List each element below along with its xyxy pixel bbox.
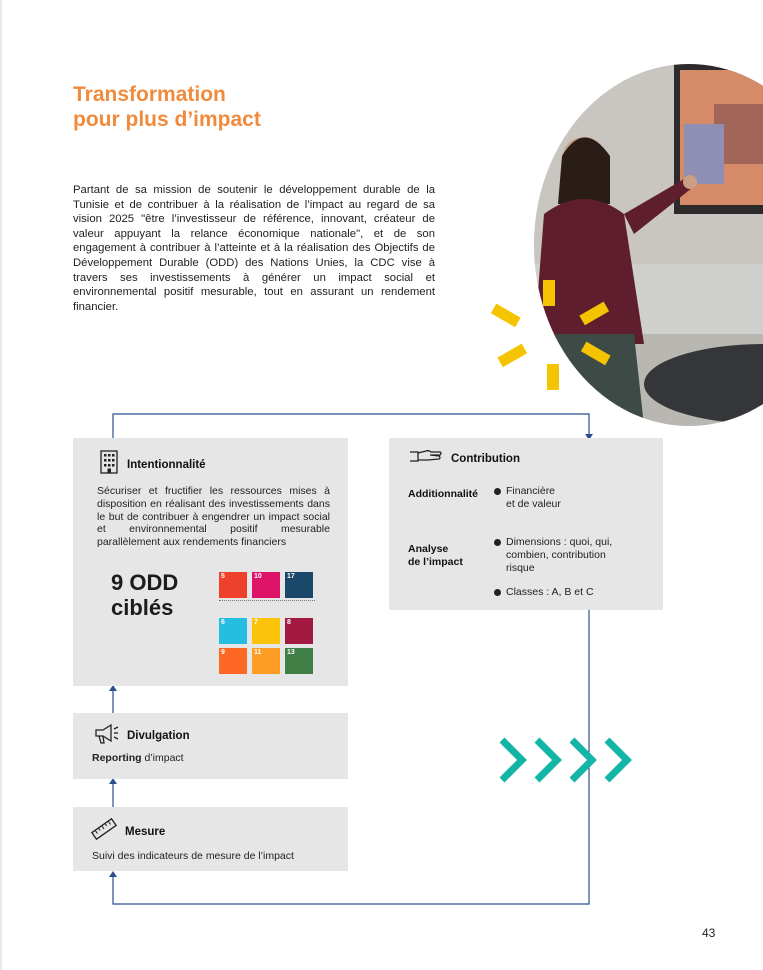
analyse-line-2: de l’impact — [408, 555, 463, 568]
divulgation-label: Divulgation — [127, 729, 190, 742]
intentionnalite-text: Sécuriser et fructifier les ressources mises à disposition en réalisant des investissements dans le but de contribuer à engendrer un impact social et environnemental positif mesurable parallèlement aux rendements financiers — [97, 485, 330, 549]
sdg-tile-7 — [252, 618, 280, 644]
odd-count — [111, 570, 178, 620]
sdg-tile-number: 11 — [254, 649, 262, 656]
additionnalite-term: Additionnalité — [408, 488, 478, 500]
sdg-tile-17 — [285, 572, 313, 598]
sdg-tile-10 — [252, 572, 280, 598]
sdg-divider — [219, 600, 315, 601]
sdg-tile-9 — [219, 648, 247, 674]
page-number: 43 — [702, 926, 716, 940]
ruler-icon — [91, 817, 117, 846]
title-line-2: pour plus d’impact — [73, 108, 261, 131]
mesure-header — [91, 817, 165, 846]
odd-count-line-2: ciblés — [111, 595, 174, 620]
dimensions-item — [494, 536, 612, 574]
mesure-text: Suivi des indicateurs de mesure de l’impact — [92, 850, 294, 862]
intentionnalite-box — [73, 438, 348, 686]
dimensions-line-2: combien, contribution — [506, 548, 606, 561]
reporting-rest: d’impact — [141, 752, 184, 764]
chevrons-decoration — [498, 737, 642, 783]
sdg-tile-11 — [252, 648, 280, 674]
divulgation-text — [92, 752, 184, 765]
dimensions-line-1: Dimensions : quoi, qui, — [506, 536, 613, 548]
intentionnalite-label: Intentionnalité — [127, 458, 206, 471]
mesure-box — [73, 807, 348, 871]
sdg-tile-number: 17 — [287, 573, 295, 580]
sdg-tile-number: 6 — [221, 619, 225, 626]
odd-count-line-1: 9 ODD — [111, 570, 179, 595]
mesure-label: Mesure — [125, 825, 166, 838]
additionnalite-item — [494, 485, 561, 511]
sdg-tile-5 — [219, 572, 247, 598]
contribution-label: Contribution — [451, 452, 520, 465]
sdg-tile-number: 9 — [221, 649, 225, 656]
reporting-word: Reporting — [92, 752, 142, 764]
intentionnalite-header — [99, 450, 206, 479]
divulgation-box — [73, 713, 348, 779]
sdg-tile-number: 10 — [254, 573, 262, 580]
sdg-tile-8 — [285, 618, 313, 644]
sdg-tile-13 — [285, 648, 313, 674]
sdg-tile-number: 5 — [221, 573, 225, 580]
divulgation-header — [93, 721, 190, 750]
additionnalite-line-2: et de valeur — [506, 497, 561, 510]
analyse-term — [408, 543, 463, 569]
megaphone-icon — [93, 721, 119, 750]
sdg-tile-number: 7 — [254, 619, 258, 626]
analyse-line-1: Analyse — [408, 543, 449, 555]
intro-paragraph: Partant de sa mission de soutenir le développement durable de la Tunisie et de contribuer à la réalisation de l’impact au regard de sa vision 2025 "être l’investisseur de référence, innovant, créateur de valeur appuyant la relance économique nationale", et de son engagement à contribuer à l’atteinte et à la réalisation des Objectifs de Développement Durable (ODD) des Nations Unies, la CDC vise à travers ses investissements à générer un impact social et environnemental positif mesurable, tout en assurant un rendement financier. — [73, 184, 435, 313]
contribution-box — [389, 438, 663, 610]
title-line-1: Transformation — [73, 83, 226, 106]
additionnalite-line-1: Financière — [506, 485, 556, 497]
building-icon — [99, 450, 119, 479]
contribution-header — [409, 448, 520, 469]
dimensions-line-3: risque — [506, 561, 535, 574]
sdg-tile-number: 8 — [287, 619, 291, 626]
sdg-tile-6 — [219, 618, 247, 644]
classes-item: Classes : A, B et C — [494, 586, 594, 599]
sdg-tile-number: 13 — [287, 649, 295, 656]
hand-icon — [409, 448, 443, 469]
